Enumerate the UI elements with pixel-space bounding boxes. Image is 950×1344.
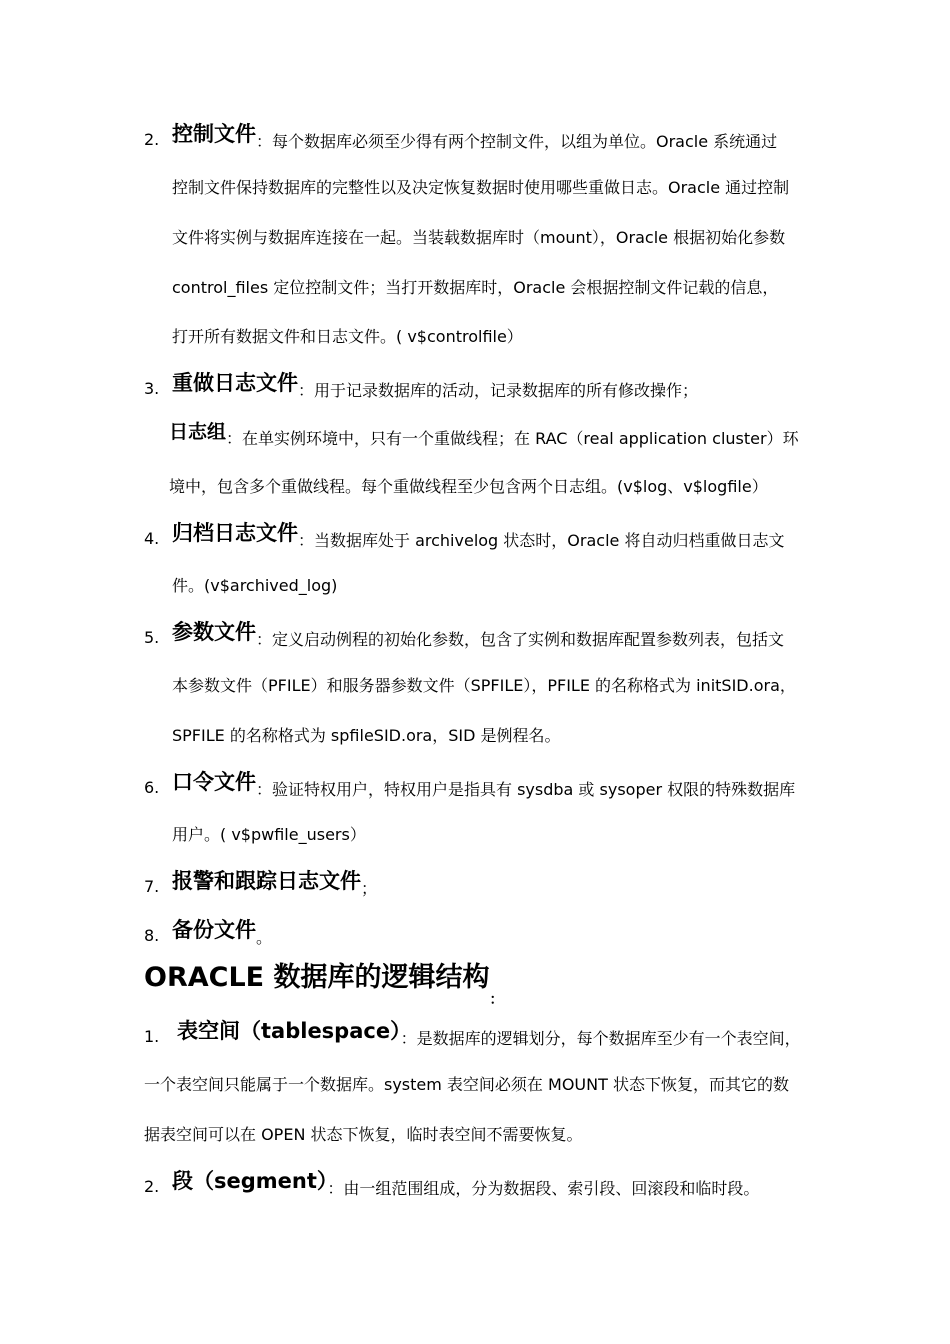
text-line: 控制文件保持数据库的完整性以及决定恢复数据时使用哪些重做日志。Oracle 通过控制	[172, 178, 790, 197]
list-item-alert-trace	[172, 869, 378, 899]
item-title: 日志组	[169, 421, 227, 443]
text-line: control_files 定位控制文件；当打开数据库时，Oracle 会根据控制文件记载的信息，	[172, 278, 779, 297]
item-text: ：验证特权用户，特权用户是指具有 sysdba 或 sysoper 权限的特殊数据库	[256, 780, 796, 799]
item-title: 归档日志文件	[172, 521, 298, 545]
item-title: 段（segment）	[172, 1169, 328, 1193]
list-number: 6.	[144, 778, 160, 797]
list-item-backup	[172, 918, 273, 948]
list-item-tablespace	[177, 1019, 801, 1049]
item-title: 口令文件	[172, 770, 256, 794]
item-title: 控制文件	[172, 122, 256, 146]
item-tail: 。	[256, 928, 273, 947]
list-item-segment	[172, 1169, 760, 1199]
list-number: 8.	[144, 926, 160, 945]
text-line: 用户。( v$pwfile_users）	[172, 825, 366, 844]
list-item-password-file	[172, 770, 796, 800]
text-line: 文件将实例与数据库连接在一起。当装载数据库时（mount），Oracle 根据初始化参数	[172, 228, 786, 247]
list-number: 3.	[144, 379, 160, 398]
log-group-paragraph	[169, 421, 799, 449]
list-item-parameter-file	[172, 620, 785, 650]
item-tail: ；	[361, 879, 378, 898]
list-number: 4.	[144, 529, 160, 548]
item-title: 参数文件	[172, 620, 256, 644]
list-item-redo-log	[172, 371, 699, 401]
item-title: 报警和跟踪日志文件	[172, 869, 361, 893]
item-text: ：是数据库的逻辑划分，每个数据库至少有一个表空间，	[400, 1029, 801, 1048]
item-text: ：每个数据库必须至少得有两个控制文件，以组为单位。Oracle 系统通过	[256, 132, 778, 151]
text-line: SPFILE 的名称格式为 spfileSID.ora，SID 是例程名。	[172, 726, 561, 745]
item-title: 重做日志文件	[172, 371, 298, 395]
item-text: ：定义启动例程的初始化参数，包含了实例和数据库配置参数列表，包括文	[256, 630, 785, 649]
text-line: 打开所有数据文件和日志文件。( v$controlfile）	[172, 327, 523, 346]
item-text: ：由一组范围组成，分为数据段、索引段、回滚段和临时段。	[327, 1179, 760, 1198]
text-line: 本参数文件（PFILE）和服务器参数文件（SPFILE），PFILE 的名称格式为 initSID.ora，	[172, 676, 796, 695]
list-number: 5.	[144, 628, 160, 647]
text-line: 据表空间可以在 OPEN 状态下恢复，临时表空间不需要恢复。	[144, 1125, 583, 1144]
list-item-control-file	[172, 122, 778, 152]
text-line: 件。(v$archived_log)	[172, 576, 338, 595]
text-line: 境中，包含多个重做线程。每个重做线程至少包含两个日志组。(v$log、v$logfile）	[169, 477, 768, 496]
item-title: 备份文件	[172, 918, 256, 942]
list-item-archive-log	[172, 521, 785, 551]
list-number: 1.	[144, 1027, 160, 1046]
list-number: 7.	[144, 877, 160, 896]
item-text: ：用于记录数据库的活动，记录数据库的所有修改操作；	[298, 381, 699, 400]
item-text: ：在单实例环境中，只有一个重做线程；在 RAC（real application cluster）环	[226, 429, 799, 448]
item-text: ：当数据库处于 archivelog 状态时，Oracle 将自动归档重做日志文	[298, 531, 785, 550]
heading-text: ORACLE 数据库的逻辑结构	[144, 962, 490, 993]
item-title: 表空间（tablespace）	[177, 1019, 401, 1043]
section-heading	[144, 955, 504, 1008]
text-line: 一个表空间只能属于一个数据库。system 表空间必须在 MOUNT 状态下恢复，而其它的数	[144, 1075, 789, 1094]
heading-colon: ：	[489, 992, 504, 1008]
list-number: 2.	[144, 130, 160, 149]
list-number: 2.	[144, 1177, 160, 1196]
